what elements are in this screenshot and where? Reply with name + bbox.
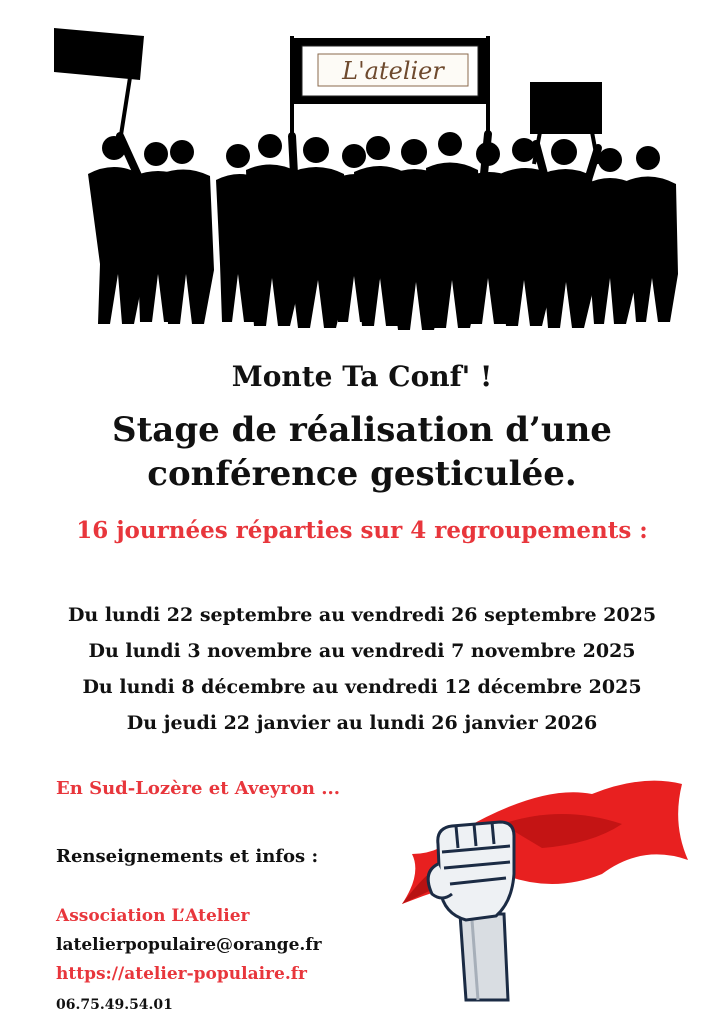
- contact-phone: 06.75.49.54.01: [56, 997, 173, 1013]
- location-text: En Sud-Lozère et Aveyron ...: [56, 778, 341, 799]
- contact-email[interactable]: latelierpopulaire@orange.fr: [56, 935, 322, 955]
- event-subtitle-heading: Stage de réalisation d’une conférence gesticulée.: [112, 410, 612, 494]
- date-item: Du lundi 8 décembre au vendredi 12 décembre 2025: [82, 676, 642, 698]
- date-item: Du lundi 3 novembre au vendredi 7 novembre 2025: [88, 640, 636, 662]
- date-item: Du lundi 22 septembre au vendredi 26 septembre 2025: [67, 604, 657, 626]
- date-list: [0, 597, 724, 741]
- sessions-summary: 16 journées réparties sur 4 regroupements :: [76, 517, 648, 544]
- association-name: Association L’Atelier: [56, 906, 250, 926]
- event-title: Monte Ta Conf' !: [231, 360, 493, 393]
- date-item: Du jeudi 22 janvier au lundi 26 janvier 2026: [126, 712, 598, 734]
- crowd-silhouette-illustration: [48, 24, 688, 336]
- banner-text: L'atelier: [342, 57, 444, 85]
- website-link[interactable]: https://atelier-populaire.fr: [56, 964, 308, 984]
- contact-heading: Renseignements et infos :: [56, 846, 319, 867]
- raised-fist-flag-icon: [392, 764, 692, 1004]
